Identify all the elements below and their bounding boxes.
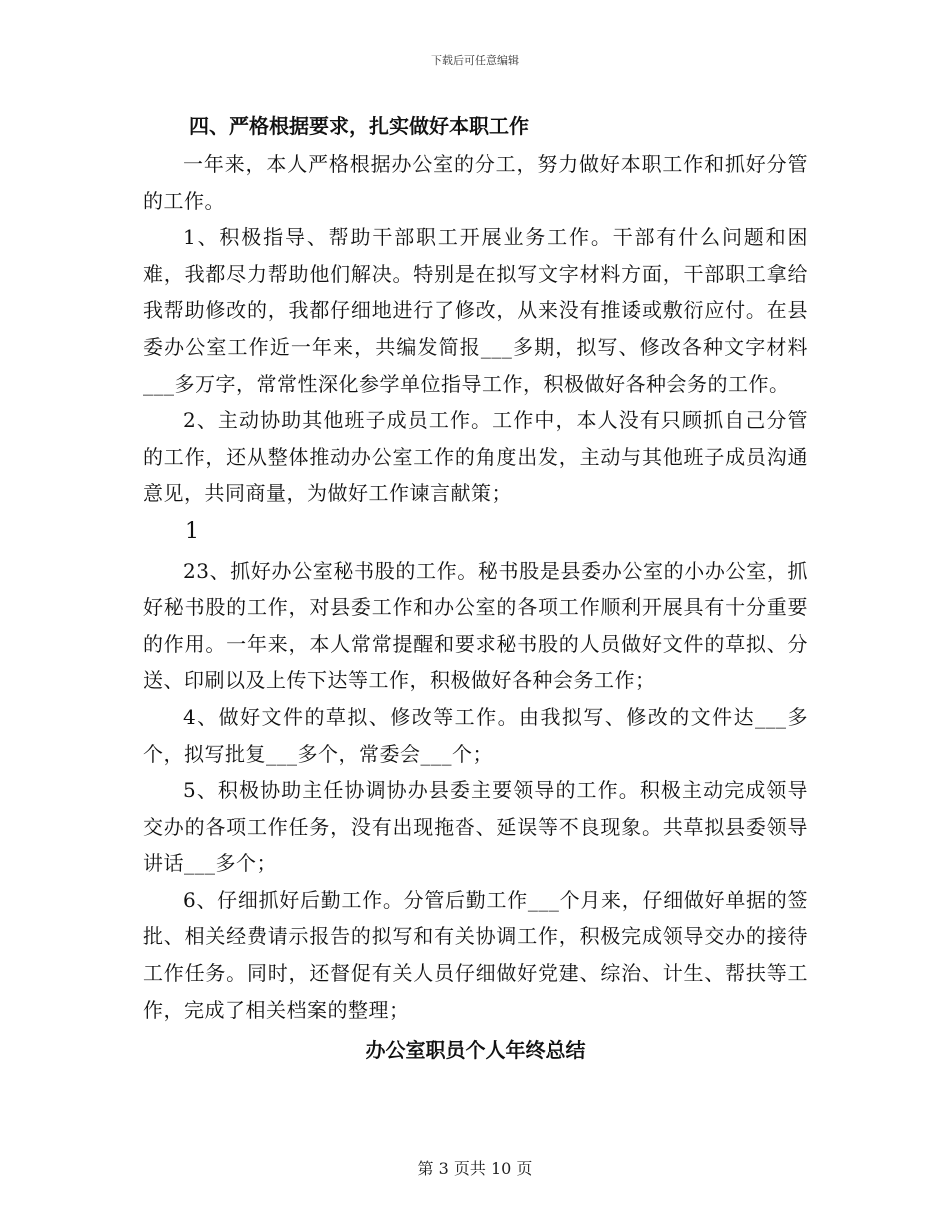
paragraph-item-3: 23、抓好办公室秘书股的工作。秘书股是县委办公室的小办公室，抓好秘书股的工作，对县委工作和办公室的各项工作顺利开展具有十分重要的作用。一年来，本人常常提醒和要求秘书股的人员做好文件的草拟、分送、印刷以及上传下达等工作，积极做好各种会务工作； xyxy=(143,558,808,693)
document-body xyxy=(143,108,808,1068)
inline-page-mark: 1 xyxy=(185,518,199,544)
next-document-title: 办公室职员个人年终总结 xyxy=(365,1038,586,1063)
paragraph-item-5: 5、积极协助主任协调协办县委主要领导的工作。积极主动完成领导交办的各项工作任务，没有出现拖沓、延误等不良现象。共草拟县委领导讲话___多个； xyxy=(143,778,808,876)
paragraph-item-1: 1、积极指导、帮助干部职工开展业务工作。干部有什么问题和困难，我都尽力帮助他们解决。特别是在拟写文字材料方面，干部职工拿给我帮助修改的，我都仔细地进行了修改，从来没有推诿或敷衍应付。在县委办公室工作近一年来，共编发简报___多期，拟写、修改各种文字材料___多万字，常常性深化参学单位指导工作，积极做好各种会务的工作。 xyxy=(143,225,808,396)
paragraph-intro: 一年来，本人严格根据办公室的分工，努力做好本职工作和抓好分管的工作。 xyxy=(143,152,808,213)
page-header-note: 下载后可任意编辑 xyxy=(431,54,519,67)
page-footer-number: 第 3 页共 10 页 xyxy=(417,1159,533,1178)
section-heading: 四、严格根据要求，扎实做好本职工作 xyxy=(189,114,529,138)
paragraph-item-2: 2、主动协助其他班子成员工作。工作中，本人没有只顾抓自己分管的工作，还从整体推动办公室工作的角度出发，主动与其他班子成员沟通意见，共同商量，为做好工作谏言献策； xyxy=(143,408,808,506)
paragraph-item-6: 6、仔细抓好后勤工作。分管后勤工作___个月来，仔细做好单据的签批、相关经费请示报告的拟写和有关协调工作，积极完成领导交办的接待工作任务。同时，还督促有关人员仔细做好党建、综治、计生、帮扶等工作，完成了相关档案的整理； xyxy=(143,887,808,1022)
paragraph-item-4: 4、做好文件的草拟、修改等工作。由我拟写、修改的文件达___多个，拟写批复___多个，常委会___个； xyxy=(143,704,808,766)
